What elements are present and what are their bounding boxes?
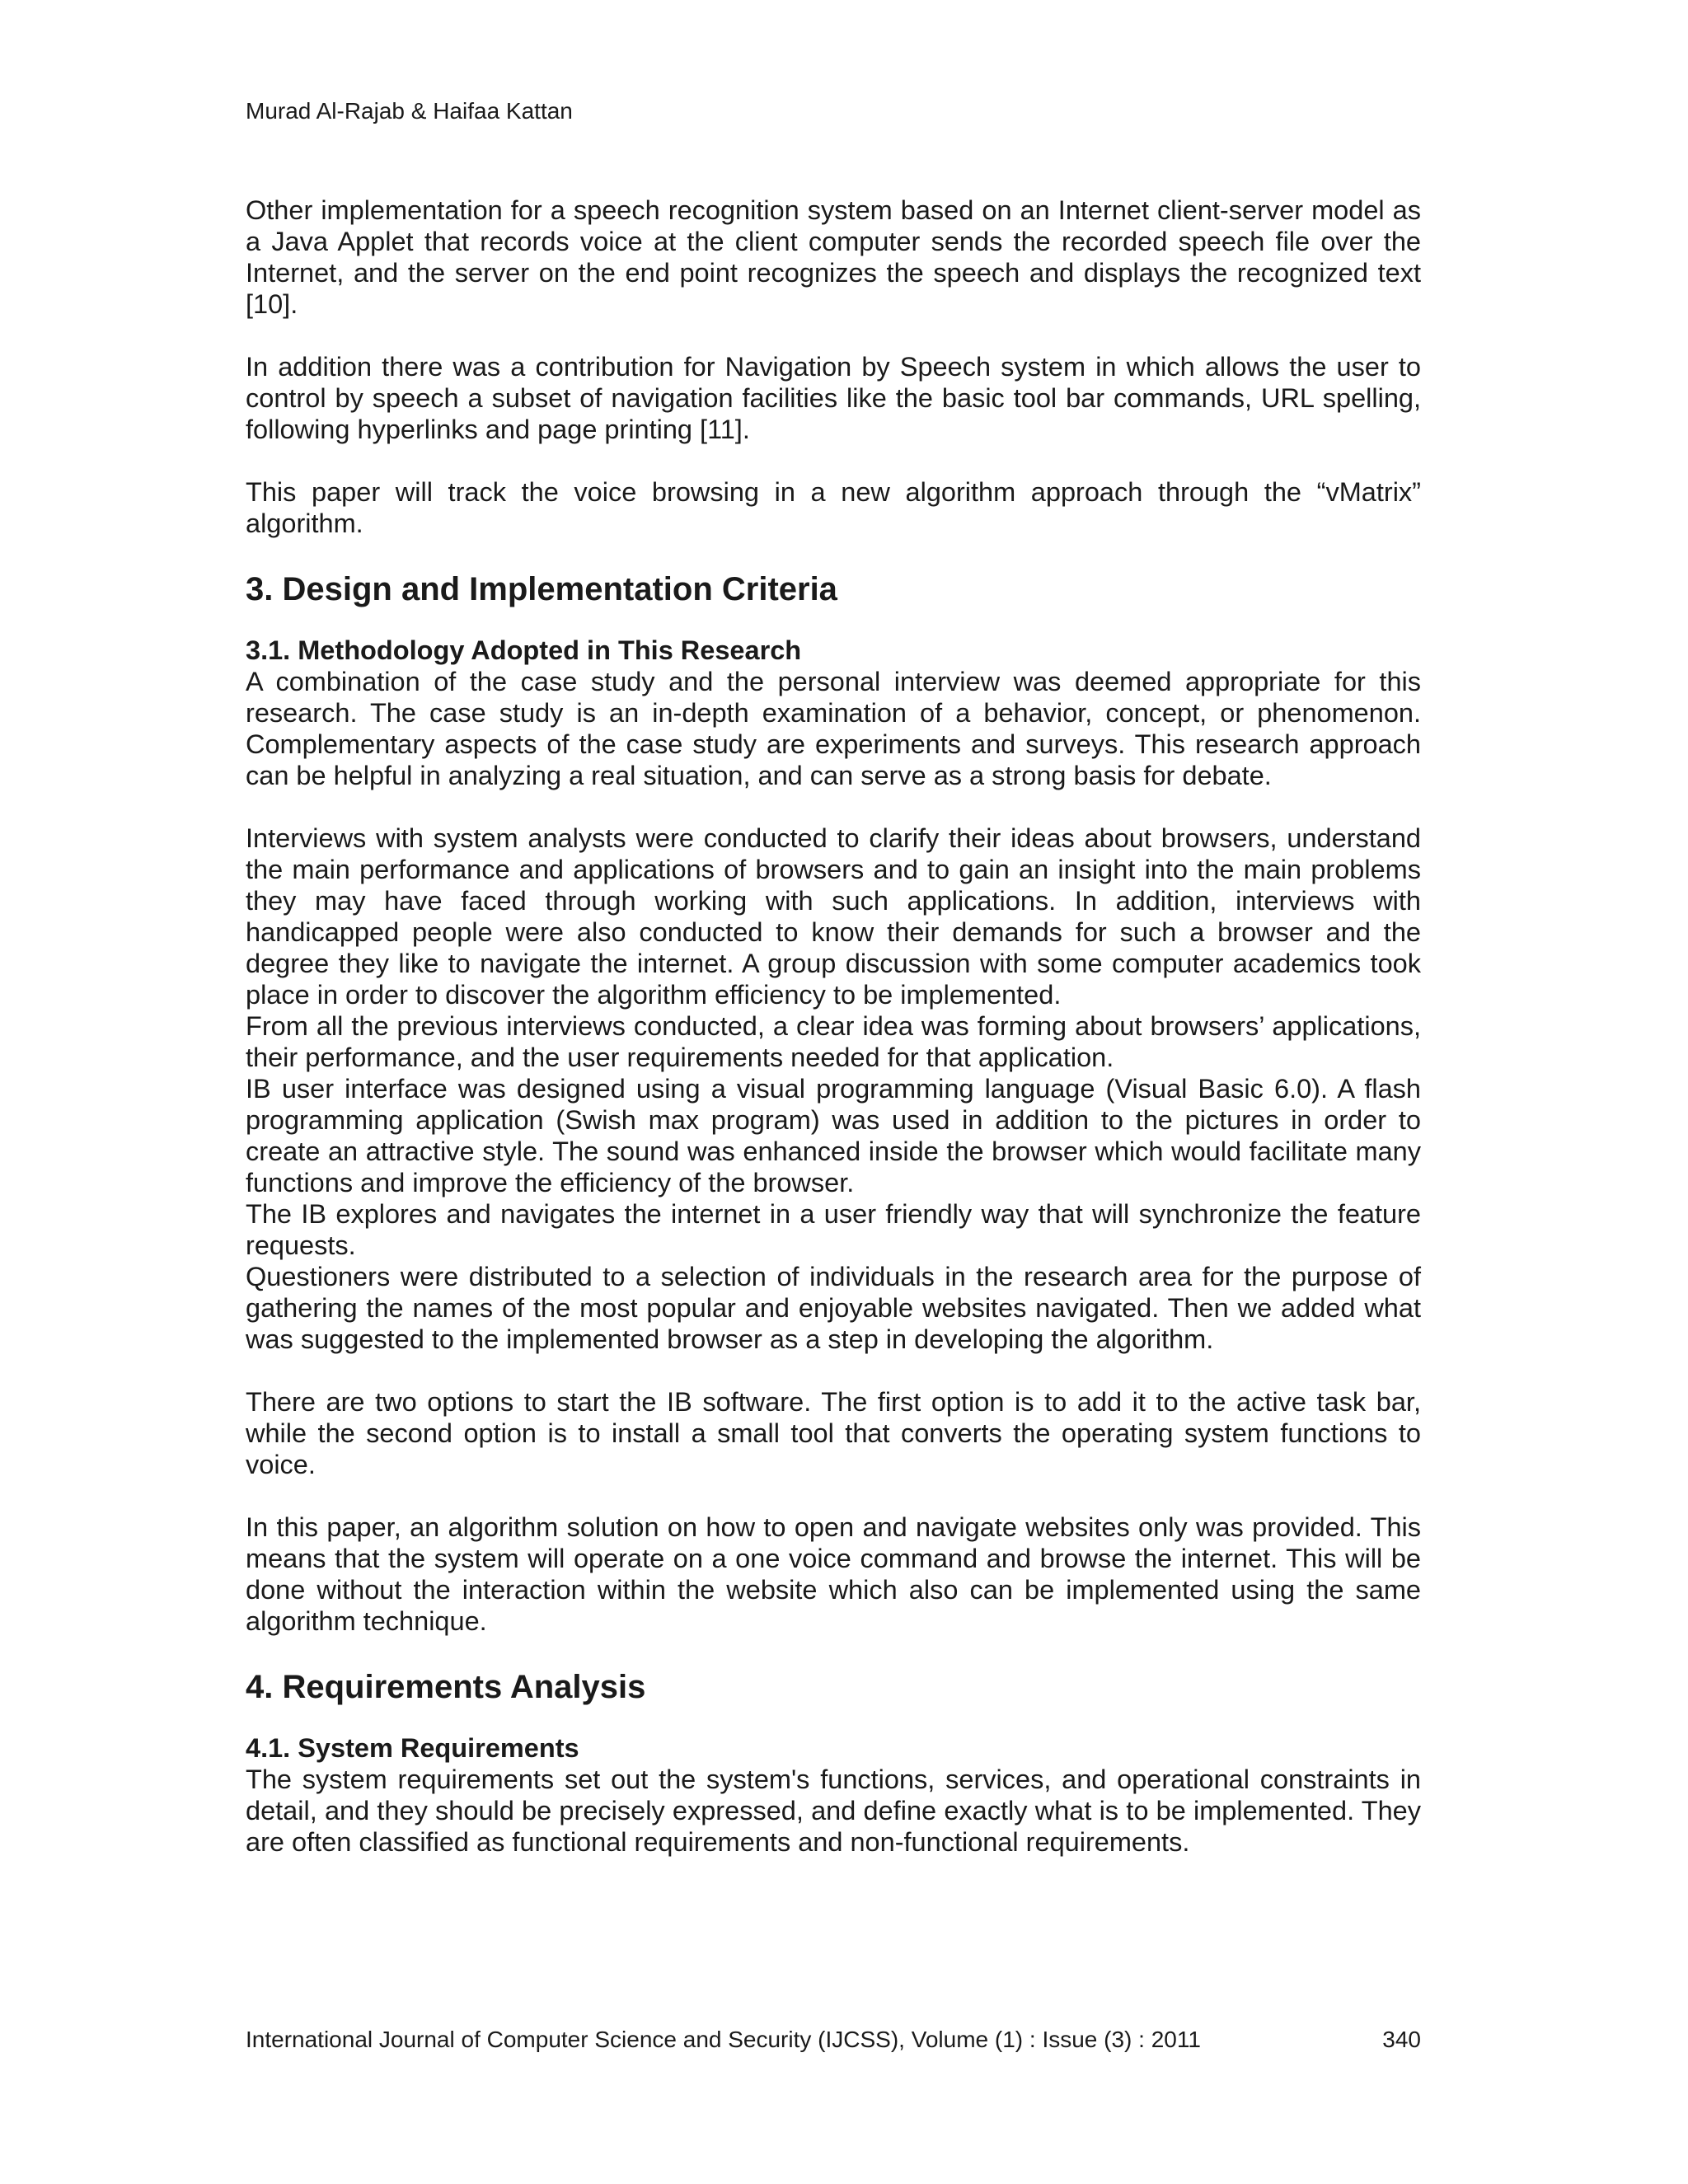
paragraph: A combination of the case study and the personal interview was deemed appropriate for this research. The case study is an in-depth examination of a behavior, concept, or phenomenon. Complementary aspects of the case study are experiments and surveys. This research approach can be helpful in analyzing a real situation, and can serve as a strong basis for debate. [246,667,1421,790]
article-body [246,194,1421,1858]
paragraph: Other implementation for a speech recognition system based on an Internet client-server model as a Java Applet that records voice at the client computer sends the recorded speech file over the Internet, and the server on the end point recognizes the speech and displays the recognized text [10]. [246,195,1421,319]
section-heading: 3. Design and Implementation Criteria [246,571,837,607]
paragraph: In addition there was a contribution for Navigation by Speech system in which allows the user to control by speech a subset of navigation facilities like the basic tool bar commands, URL spelling, following hyperlinks and page printing [11]. [246,352,1421,444]
paragraph: Interviews with system analysts were conducted to clarify their ideas about browsers, understand the main performance and applications of browsers and to gain an insight into the main problems they may have faced through working with such applications. In addition, interviews with handicapped people were also conducted to know their demands for such a browser and the degree they like to navigate the internet. A group discussion with some computer academics took place in order to discover the algorithm efficiency to be implemented. [246,823,1421,1010]
running-header-authors: Murad Al-Rajab & Haifaa Kattan [246,98,573,124]
paragraph: Questioners were distributed to a selection of individuals in the research area for the purpose of gathering the names of the most popular and enjoyable websites navigated. Then we added what was suggested to the implemented browser as a step in developing the algorithm. [246,1262,1421,1354]
paragraph: The IB explores and navigates the internet in a user friendly way that will synchronize the feature requests. [246,1199,1421,1260]
section-heading: 4. Requirements Analysis [246,1669,646,1705]
paragraph: From all the previous interviews conducted, a clear idea was forming about browsers’ applications, their performance, and the user requirements needed for that application. [246,1011,1421,1072]
paragraph: In this paper, an algorithm solution on how to open and navigate websites only was provided. This means that the system will operate on a one voice command and browse the internet. This will be done without the interaction within the website which also can be implemented using the same algorithm technique. [246,1512,1421,1636]
subsection-heading: 4.1. System Requirements [246,1733,579,1763]
footer-page-number: 340 [1382,2027,1421,2052]
paragraph: This paper will track the voice browsing in a new algorithm approach through the “vMatrix” algorithm. [246,477,1421,538]
paragraph: The system requirements set out the system's functions, services, and operational constraints in detail, and they should be precisely expressed, and define exactly what is to be implemented. They are often classified as functional requirements and non-functional requirements. [246,1765,1421,1857]
paragraph: There are two options to start the IB software. The first option is to add it to the active task bar, while the second option is to install a small tool that converts the operating system functions to voice. [246,1387,1421,1479]
footer-journal-citation: International Journal of Computer Science and Security (IJCSS), Volume (1) : Issue (3) : 2011 [246,2027,1201,2052]
paragraph: IB user interface was designed using a visual programming language (Visual Basic 6.0). A flash programming application (Swish max program) was used in addition to the pictures in order to create an attractive style. The sound was enhanced inside the browser which would facilitate many functions and improve the efficiency of the browser. [246,1074,1421,1197]
subsection-heading: 3.1. Methodology Adopted in This Research [246,635,802,665]
